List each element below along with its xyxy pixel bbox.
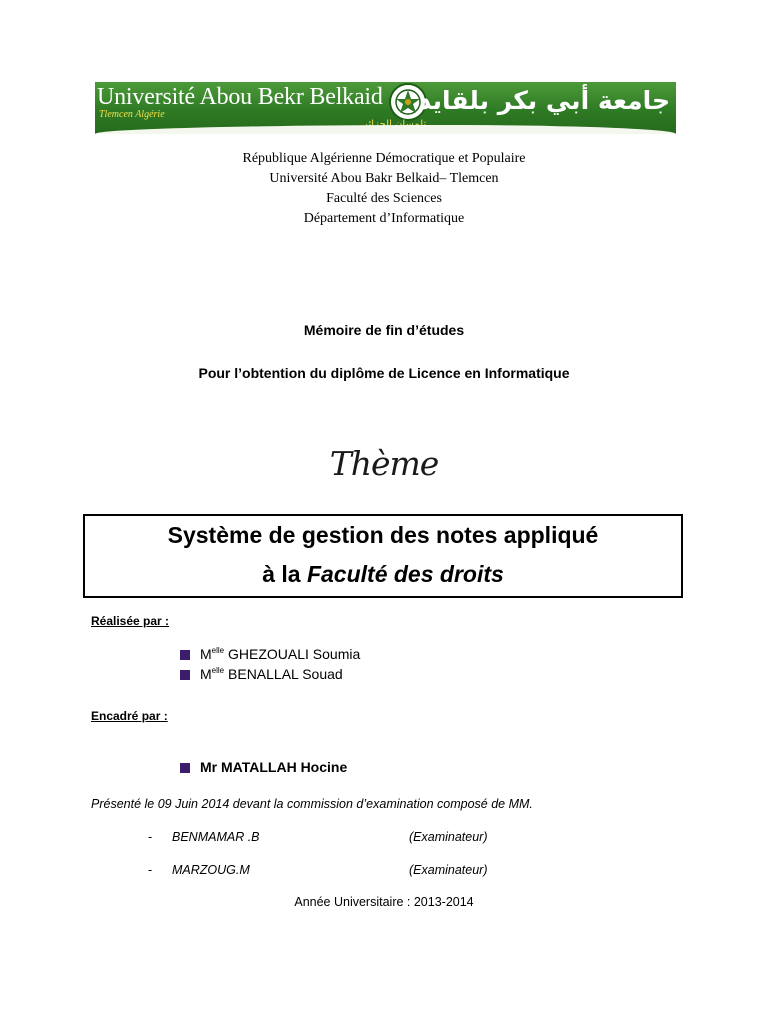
- memoire-subtitle: Pour l’obtention du diplôme de Licence en Informatique: [198, 365, 570, 381]
- supervisor-item: [180, 759, 347, 775]
- square-bullet-icon: [180, 763, 190, 773]
- square-bullet-icon: [180, 650, 190, 660]
- thesis-title-prefix: à la: [262, 561, 307, 587]
- academic-year: Année Universitaire : 2013-2014: [294, 895, 474, 909]
- examiner-row: - BENMAMAR .B (Examinateur): [148, 830, 488, 844]
- banner-university-name-fr: Université Abou Bekr Belkaid: [97, 84, 383, 110]
- student-name: BENALLAL Souad: [224, 666, 343, 682]
- thesis-title-faculty: Faculté des droits: [306, 561, 504, 587]
- university-banner: [95, 82, 676, 134]
- banner-wave-decoration: [95, 125, 676, 134]
- square-bullet-icon: [180, 670, 190, 680]
- examiner-row: - MARZOUG.M (Examinateur): [148, 863, 488, 877]
- student-name: GHEZOUALI Soumia: [224, 646, 361, 662]
- memoire-title: Mémoire de fin d’études: [303, 322, 465, 338]
- examiner-role: (Examinateur): [409, 863, 488, 877]
- examiner-name: BENMAMAR .B: [172, 830, 260, 844]
- thesis-title-box: [83, 514, 683, 598]
- realisee-par-label: Réalisée par :: [91, 614, 170, 628]
- supervisor-name: Mr MATALLAH Hocine: [200, 759, 348, 775]
- banner-university-name-ar: جامعة أبي بكر بلقايد: [418, 86, 670, 115]
- examiner-role: (Examinateur): [409, 830, 488, 844]
- banner-city-fr: Tlemcen Algérie: [99, 109, 165, 120]
- header-faculty: Faculté des Sciences: [326, 191, 442, 206]
- student-item: $M^{elle}$ GHEZOUALI Soumia: [180, 646, 360, 662]
- presentation-statement: Présenté le 09 Juin 2014 devant la commission d’examination composé de MM.: [91, 797, 533, 811]
- student-item: $M^{elle}$ BENALLAL Souad: [180, 666, 343, 682]
- examiner-name: MARZOUG.M: [172, 863, 250, 877]
- thesis-title-line1: Système de gestion des notes appliqué: [167, 522, 599, 548]
- header-university: Université Abou Bakr Belkaid– Tlemcen: [269, 171, 499, 186]
- header-republic: République Algérienne Démocratique et Populaire: [242, 151, 526, 166]
- header-department: Département d’Informatique: [303, 211, 465, 226]
- thesis-title-line2: [85, 561, 681, 588]
- encadre-par-label: Encadré par :: [91, 709, 168, 723]
- theme-heading: Thème: [329, 444, 439, 483]
